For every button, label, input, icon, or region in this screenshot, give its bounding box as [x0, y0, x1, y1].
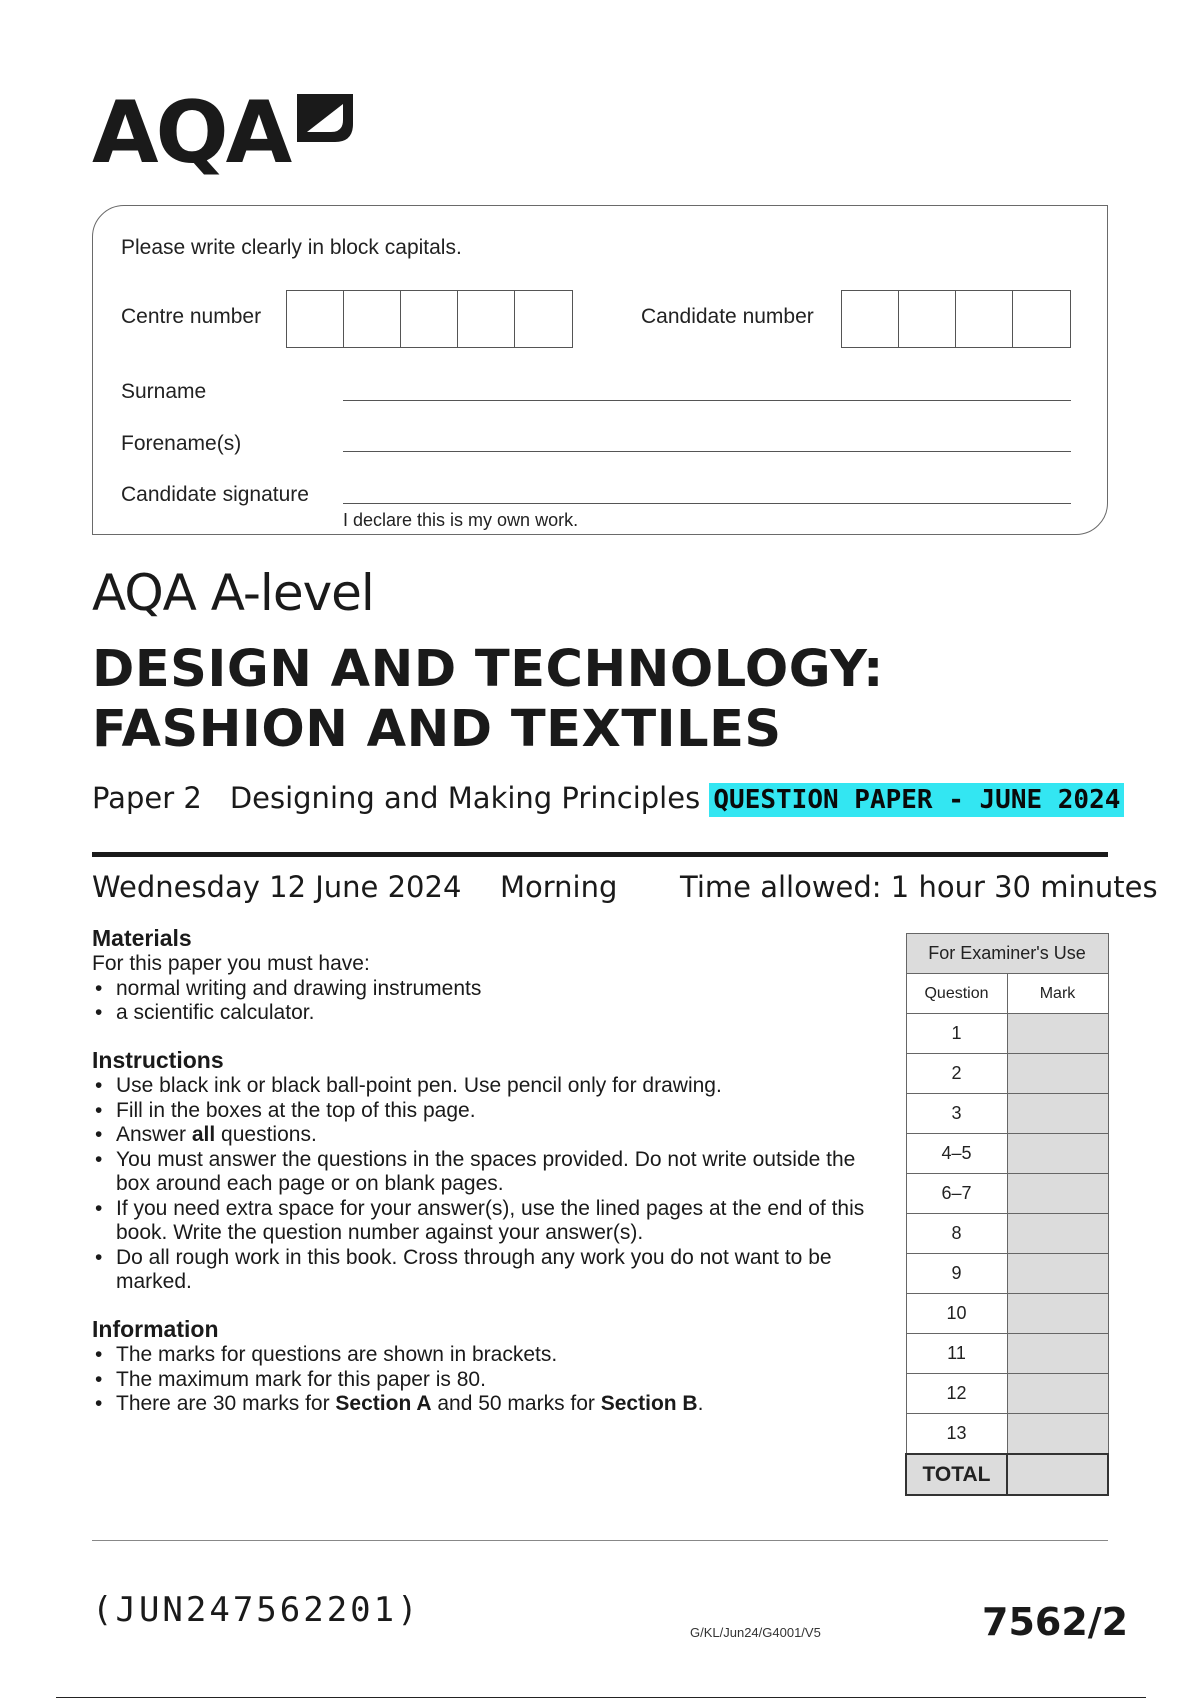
document-reference: G/KL/Jun24/G4001/V5: [690, 1625, 821, 1640]
mark-cell: [1007, 1214, 1108, 1254]
mark-cell: [1007, 1294, 1108, 1334]
question-number-cell: 11: [906, 1334, 1007, 1374]
surname-label: Surname: [121, 380, 207, 403]
materials-heading: Materials: [92, 925, 192, 951]
table-row: [906, 1014, 1108, 1054]
title-divider: [92, 852, 1108, 857]
question-number-cell: 13: [906, 1414, 1007, 1455]
table-row: [906, 1134, 1108, 1174]
forenames-field[interactable]: [343, 451, 1071, 452]
question-number-cell: 9: [906, 1254, 1007, 1294]
exam-date: Wednesday 12 June 2024: [92, 870, 462, 904]
list-item: [92, 1123, 882, 1148]
text-run: There are 30 marks for: [116, 1392, 336, 1415]
text-run: and 50 marks for: [431, 1392, 601, 1415]
information-list: [92, 1343, 892, 1417]
table-row: [906, 1334, 1108, 1374]
table-row: [906, 1414, 1108, 1455]
paper-code: 7562/2: [982, 1600, 1129, 1644]
mark-cell: [1007, 1014, 1108, 1054]
instructions-list: [92, 1074, 882, 1295]
mark-cell: [1007, 1134, 1108, 1174]
centre-number-input[interactable]: [286, 290, 573, 348]
page-bottom-rule: [56, 1697, 1146, 1698]
list-item: • Use black ink or black ball-point pen. Use pencil only for drawing.: [92, 1074, 882, 1099]
table-row: [906, 1254, 1108, 1294]
barcode-text: (JUN247562201): [92, 1590, 421, 1630]
question-number-cell: 1: [906, 1014, 1007, 1054]
candidate-number-input[interactable]: [841, 290, 1071, 348]
table-row: [906, 1374, 1108, 1414]
mark-cell: [1007, 1254, 1108, 1294]
list-item: • Do all rough work in this book. Cross through any work you do not want to be marked.: [92, 1246, 882, 1295]
mark-cell: [1007, 1174, 1108, 1214]
table-row: [906, 1214, 1108, 1254]
subject-title-line-2: FASHION AND TEXTILES: [92, 700, 782, 759]
question-number-cell: 6–7: [906, 1174, 1007, 1214]
question-column-header: Question: [906, 974, 1007, 1014]
mark-cell: [1007, 1334, 1108, 1374]
block-capitals-instruction: Please write clearly in block capitals.: [121, 236, 462, 259]
list-item: • a scientific calculator.: [92, 1001, 892, 1026]
table-row: [906, 1294, 1108, 1334]
text-run: .: [697, 1392, 704, 1415]
mark-cell: [1007, 1414, 1108, 1455]
candidate-number-label: Candidate number: [641, 305, 814, 328]
bold-text: Section B: [600, 1392, 698, 1415]
qualification-title: AQA A-level: [92, 564, 374, 622]
question-paper-highlight: QUESTION PAPER - JUNE 2024: [709, 783, 1124, 817]
forenames-label: Forename(s): [121, 432, 242, 455]
list-item: • Fill in the boxes at the top of this page.: [92, 1099, 882, 1124]
question-number-cell: 12: [906, 1374, 1007, 1414]
bold-text: all: [191, 1123, 216, 1146]
list-item: • The maximum mark for this paper is 80.: [92, 1368, 892, 1393]
instructions-section: [92, 1047, 882, 1295]
time-allowed: Time allowed: 1 hour 30 minutes: [680, 870, 1158, 904]
materials-section: [92, 925, 892, 1026]
signature-label: Candidate signature: [121, 483, 309, 506]
exam-session: Morning: [500, 870, 618, 904]
text-run: Answer: [116, 1123, 192, 1146]
information-section: [92, 1316, 892, 1417]
information-heading: Information: [92, 1316, 219, 1342]
paper-number: Paper 2: [92, 781, 202, 815]
table-row: [906, 1174, 1108, 1214]
mark-cell: [1007, 1054, 1108, 1094]
bold-text: Section A: [335, 1392, 432, 1415]
signature-field[interactable]: [343, 503, 1071, 504]
instructions-heading: Instructions: [92, 1047, 224, 1073]
total-label: TOTAL: [906, 1454, 1007, 1495]
list-item: • If you need extra space for your answer(s), use the lined pages at the end of this book. Write the question number against your answer(s).: [92, 1197, 882, 1246]
centre-number-label: Centre number: [121, 305, 262, 328]
aqa-leaf-icon: [295, 90, 353, 146]
text-run: questions.: [215, 1123, 317, 1146]
subject-title-line-1: DESIGN AND TECHNOLOGY:: [92, 640, 884, 699]
aqa-logo-text: AQA: [92, 83, 290, 183]
mark-cell: [1007, 1374, 1108, 1414]
subject-title: [92, 640, 884, 760]
materials-intro: For this paper you must have:: [92, 952, 370, 975]
paper-line: [92, 778, 1124, 820]
examiner-table-header: For Examiner's Use: [906, 934, 1108, 974]
question-number-cell: 4–5: [906, 1134, 1007, 1174]
footer-divider: [92, 1540, 1108, 1541]
list-item: • The marks for questions are shown in brackets.: [92, 1343, 892, 1368]
total-mark-cell: [1007, 1454, 1108, 1495]
question-number-cell: 8: [906, 1214, 1007, 1254]
question-number-cell: 10: [906, 1294, 1007, 1334]
declaration-text: I declare this is my own work.: [343, 510, 579, 530]
list-item: • You must answer the questions in the spaces provided. Do not write outside the box around each page or on blank pages.: [92, 1148, 882, 1197]
list-item: [92, 1392, 892, 1417]
surname-field[interactable]: [343, 400, 1071, 401]
mark-column-header: Mark: [1007, 974, 1108, 1014]
question-number-cell: 3: [906, 1094, 1007, 1134]
examiner-use-table: [905, 933, 1109, 1496]
table-row: [906, 1054, 1108, 1094]
materials-list: [92, 977, 892, 1026]
table-row: [906, 1094, 1108, 1134]
paper-name: Designing and Making Principles: [229, 781, 701, 815]
question-number-cell: 2: [906, 1054, 1007, 1094]
mark-cell: [1007, 1094, 1108, 1134]
list-item: • normal writing and drawing instruments: [92, 977, 892, 1002]
